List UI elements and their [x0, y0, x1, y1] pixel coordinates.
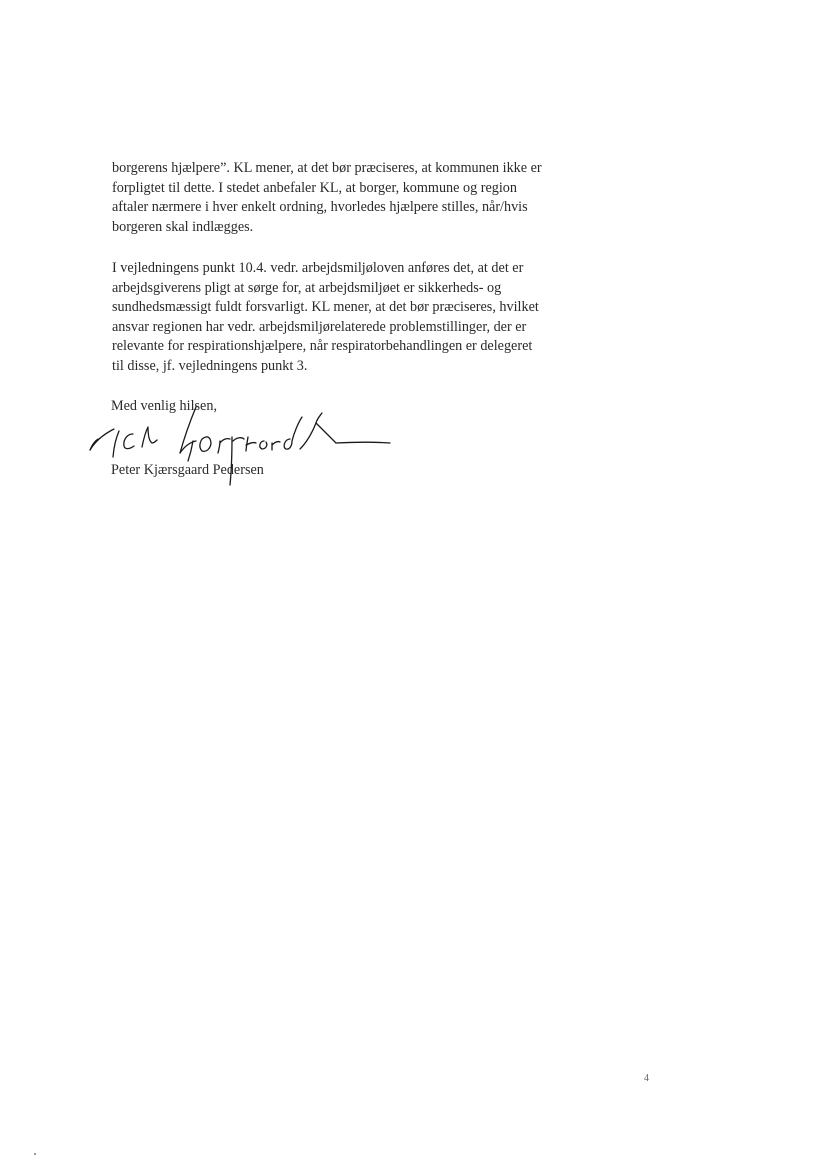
page-number: 4: [644, 1073, 649, 1084]
body-paragraph-1: [112, 159, 612, 237]
paragraph-line: borgeren skal indlægges.: [112, 218, 254, 235]
paragraph-line: ansvar regionen har vedr. arbejdsmiljørelaterede problemstillinger, der er: [112, 318, 527, 335]
body-paragraph-2: [112, 259, 612, 376]
scan-speck: [34, 1153, 36, 1155]
paragraph-line: arbejdsgiverens pligt at sørge for, at arbejdsmiljøet er sikkerheds- og: [112, 279, 502, 296]
handwritten-signature: [86, 405, 396, 500]
closing-salutation: Med venlig hilsen,: [111, 398, 217, 414]
paragraph-line: I vejledningens punkt 10.4. vedr. arbejdsmiljøloven anføres det, at det er: [112, 260, 524, 276]
paragraph-line: til disse, jf. vejledningens punkt 3.: [112, 357, 308, 374]
paragraph-line: aftaler nærmere i hver enkelt ordning, hvorledes hjælpere stilles, når/hvis: [112, 199, 528, 215]
paragraph-line: forpligtet til dette. I stedet anbefaler KL, at borger, kommune og region: [112, 179, 517, 196]
signer-name: Peter Kjærsgaard Pedersen: [111, 462, 264, 478]
paragraph-line: relevante for respirationshjælpere, når respiratorbehandlingen er delegeret: [112, 338, 533, 354]
paragraph-line: sundhedsmæssigt fuldt forsvarligt. KL mener, at det bør præciseres, hvilket: [112, 299, 539, 315]
paragraph-line: borgerens hjælpere”. KL mener, at det bør præciseres, at kommunen ikke er: [112, 160, 542, 176]
